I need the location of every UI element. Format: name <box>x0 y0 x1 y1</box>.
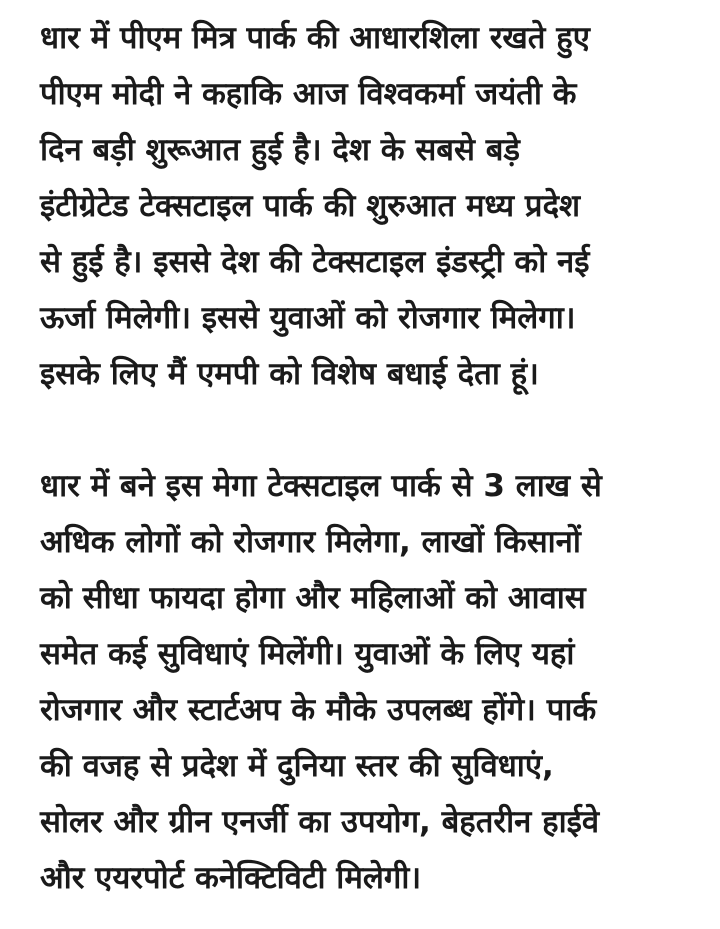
paragraph-1-line: से हुई है। इससे देश की टेक्सटाइल इंडस्ट्री को नई <box>40 244 590 280</box>
paragraph-1-line: पीएम मोदी ने कहाकि आज विश्वकर्मा जयंती के <box>40 76 577 112</box>
paragraph-1-line: इसके लिए मैं एमपी को विशेष बधाई देता हूं। <box>40 356 539 392</box>
paragraph-2 <box>40 458 695 906</box>
paragraph-2-line: की वजह से प्रदेश में दुनिया स्तर की सुविधाएं, <box>40 748 554 784</box>
paragraph-1-line: इंटीग्रेटेड टेक्सटाइल पार्क की शुरुआत मध्य प्रदेश <box>40 188 581 224</box>
paragraph-2-line: और एयरपोर्ट कनेक्टिविटी मिलेगी। <box>40 860 422 896</box>
paragraph-2-line: रोजगार और स्टार्टअप के मौके उपलब्ध होंगे। पार्क <box>40 692 597 728</box>
paragraph-1 <box>40 10 695 402</box>
paragraph-2-line: समेत कई सुविधाएं मिलेंगी। युवाओं के लिए यहां <box>40 636 575 672</box>
article-body <box>40 10 695 906</box>
paragraph-1-line: धार में पीएम मित्र पार्क की आधारशिला रखते हुए <box>40 20 590 56</box>
paragraph-2-line: धार में बने इस मेगा टेक्सटाइल पार्क से 3 लाख से <box>40 468 602 504</box>
paragraph-1-line: दिन बड़ी शुरूआत हुई है। देश के सबसे बड़े <box>40 132 521 168</box>
paragraph-2-line: अधिक लोगों को रोजगार मिलेगा, लाखों किसानों <box>40 524 581 560</box>
paragraph-1-line: ऊर्जा मिलेगी। इससे युवाओं को रोजगार मिलेगा। <box>40 300 576 336</box>
paragraph-2-line: सोलर और ग्रीन एनर्जी का उपयोग, बेहतरीन हाईवे <box>40 804 600 840</box>
paragraph-2-line: को सीधा फायदा होगा और महिलाओं को आवास <box>40 580 586 616</box>
